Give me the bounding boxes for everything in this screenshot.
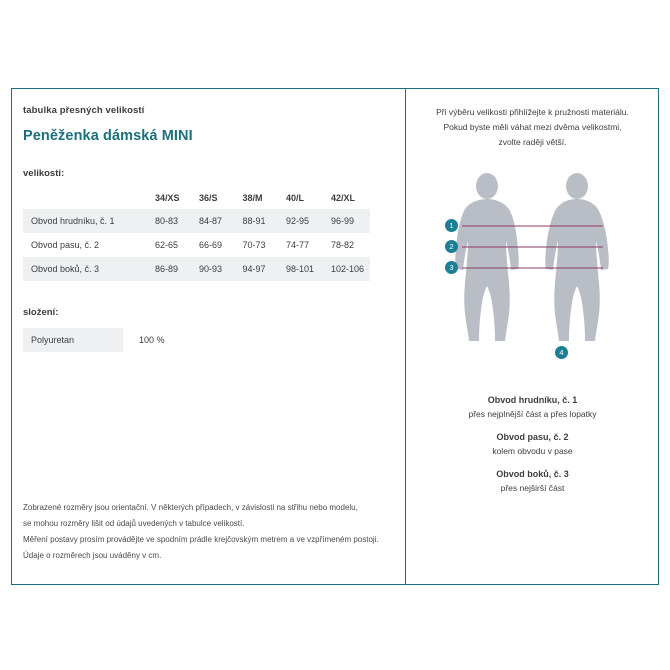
- cell: 66-69: [198, 240, 222, 250]
- side-figure: [545, 173, 609, 341]
- size-table: [23, 189, 370, 281]
- cell: 80-83: [155, 216, 179, 226]
- footnote-line: Měření postavy prosím provádějte ve spodním prádle krejčovským metrem a ve vzpřímeném postoji.: [23, 535, 379, 544]
- cell: 90-93: [198, 264, 222, 274]
- cell: 74-77: [286, 240, 310, 250]
- legend-label: Obvod pasu, č. 2: [496, 432, 569, 442]
- sizes-label: velikosti:: [23, 168, 65, 179]
- legend-desc: přes nejširší část: [500, 483, 565, 493]
- cell: 84-87: [198, 216, 222, 226]
- cell: 96-99: [330, 216, 354, 226]
- cell: 102-106: [330, 264, 364, 274]
- legend-item: [415, 395, 650, 419]
- table-row-header-blank: [23, 189, 147, 209]
- column-header: 34/XS: [155, 193, 180, 203]
- legend-desc: přes nejplnější část a přes lopatky: [468, 409, 597, 419]
- composition-section: [23, 307, 393, 352]
- composition-row: [23, 328, 173, 352]
- table-row: [23, 233, 370, 257]
- cell: 62-65: [155, 240, 179, 250]
- legend-item: [415, 432, 650, 456]
- table-row: [23, 257, 370, 281]
- front-figure: [455, 173, 519, 341]
- intro-text: [415, 105, 650, 150]
- measurement-legend: [415, 395, 650, 493]
- cell: 92-95: [286, 216, 310, 226]
- footnote-line: Údaje o rozměrech jsou uváděny v cm.: [23, 551, 162, 560]
- intro-line: Při výběru velikosti přihlížejte k pružnosti materiálu.: [436, 107, 629, 117]
- footnote-line: se mohou rozměry lišit od údajů uvedených v tabulce velikostí.: [23, 519, 245, 528]
- cell: 94-97: [242, 264, 266, 274]
- marker-3: 3: [445, 261, 458, 274]
- footnote-line: Zobrazené rozměry jsou orientační. V některých případech, v závislosti na střihu nebo modelu,: [23, 503, 358, 512]
- column-header: 38/M: [242, 193, 263, 203]
- left-column: [23, 105, 393, 352]
- marker-2: 2: [445, 240, 458, 253]
- composition-label: složení:: [23, 307, 59, 318]
- table-header-row: [23, 189, 370, 209]
- right-column: [415, 105, 650, 506]
- legend-label: Obvod boků, č. 3: [496, 469, 569, 479]
- row-label: Obvod hrudníku, č. 1: [31, 216, 115, 226]
- cell: 86-89: [155, 264, 179, 274]
- cell: 88-91: [242, 216, 266, 226]
- cell: 98-101: [286, 264, 315, 274]
- measurement-figures: [415, 164, 650, 379]
- column-header: 40/L: [286, 193, 305, 203]
- legend-label: Obvod hrudníku, č. 1: [487, 395, 578, 405]
- column-header: 42/XL: [330, 193, 355, 203]
- table-row: [23, 209, 370, 233]
- legend-desc: kolem obvodu v pase: [492, 446, 573, 456]
- page-title: Peněženka dámská MINI: [23, 128, 193, 144]
- intro-line: Pokud byste měli váhat mezi dvěma velikostmi,: [443, 122, 622, 132]
- footnote: [23, 500, 388, 564]
- composition-amount: 100 %: [139, 335, 165, 345]
- page-subtitle: tabulka přesných velikostí: [23, 105, 145, 116]
- cell: 78-82: [330, 240, 354, 250]
- legend-item: [415, 469, 650, 493]
- intro-line: zvolte raději větší.: [498, 137, 567, 147]
- marker-4: 4: [555, 346, 568, 359]
- marker-1: 1: [445, 219, 458, 232]
- column-header: 36/S: [198, 193, 218, 203]
- cell: 70-73: [242, 240, 266, 250]
- composition-table: [23, 328, 173, 352]
- row-label: Obvod pasu, č. 2: [31, 240, 100, 250]
- composition-material: Polyuretan: [23, 328, 123, 352]
- column-divider: [405, 89, 406, 584]
- row-label: Obvod boků, č. 3: [31, 264, 100, 274]
